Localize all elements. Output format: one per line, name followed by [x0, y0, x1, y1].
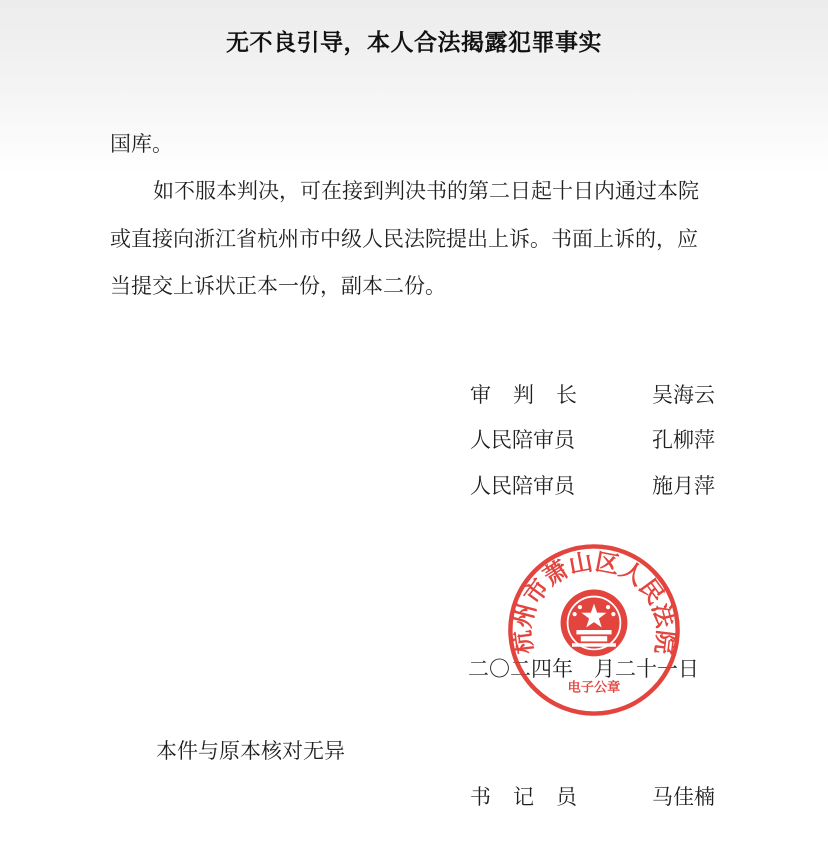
body-line-4: 当提交上诉状正本一份，副本二份。 [110, 274, 446, 298]
seal-label: 电子公章 [567, 680, 621, 696]
signature-role-juror-2: 人民陪审员 [470, 474, 575, 498]
clerk-role: 书记员 [470, 785, 599, 809]
signature-role-juror-1: 人民陪审员 [470, 428, 575, 452]
signature-name-juror-1: 孔柳萍 [652, 428, 715, 452]
body-line-1: 国库。 [110, 132, 173, 156]
verification-note: 本件与原本核对无异 [156, 739, 345, 763]
signature-name-presiding-judge: 吴海云 [652, 383, 715, 407]
body-line-3: 或直接向浙江省杭州市中级人民法院提出上诉。书面上诉的，应 [110, 227, 698, 251]
body-line-2: 如不服本判决，可在接到判决书的第二日起十日内通过本院 [153, 179, 699, 203]
signature-role-presiding-judge: 审判长 [470, 383, 599, 407]
judgment-date: 二〇二四年 月二十一日 [468, 657, 699, 681]
signature-name-juror-2: 施月萍 [652, 474, 715, 498]
court-seal-stamp [506, 542, 682, 718]
clerk-name: 马佳楠 [652, 785, 715, 809]
page-title: 无不良引导，本人合法揭露犯罪事实 [226, 30, 602, 56]
seal-court-name: 杭州市萧山区人民法院 [507, 547, 681, 656]
national-emblem-icon [561, 590, 628, 657]
